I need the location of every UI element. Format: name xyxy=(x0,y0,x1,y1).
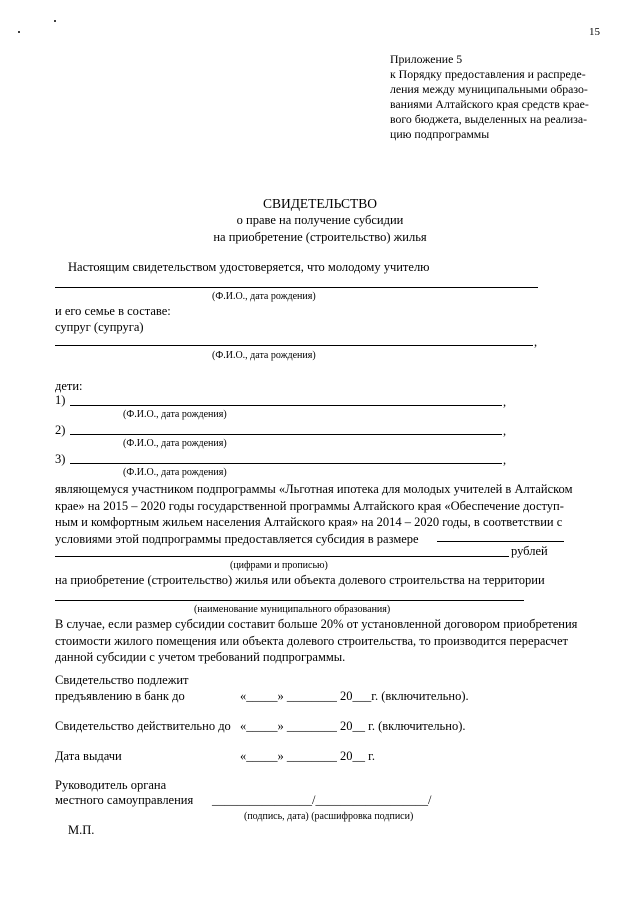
stamp-label: М.П. xyxy=(68,823,95,837)
appendix-line: вого бюджета, выделенных на реализа- xyxy=(390,112,588,126)
recalc-paragraph xyxy=(55,616,600,666)
child-number: 2) xyxy=(55,423,66,437)
bank-label: Свидетельство подлежит xyxy=(55,673,189,687)
comma: , xyxy=(503,395,507,409)
appendix-line: ления между муниципальными образо- xyxy=(390,82,588,96)
appendix-line: цию подпрограммы xyxy=(390,127,490,141)
child-number: 3) xyxy=(55,452,66,466)
spouse-name-line xyxy=(55,345,533,346)
family-intro: и его семье в составе: xyxy=(55,304,171,318)
teacher-name-caption: (Ф.И.О., дата рождения) xyxy=(212,291,316,302)
appendix-line: к Порядку предоставления и распреде- xyxy=(390,67,586,81)
signature-caption: (подпись, дата) (расшифровка подписи) xyxy=(244,811,414,822)
rubles-label: рублей xyxy=(511,544,548,558)
body-line: условиями этой подпрограммы предоставляется субсидия в размере xyxy=(55,531,419,546)
amount-line xyxy=(55,556,509,557)
appendix-block xyxy=(390,52,605,142)
teacher-name-line xyxy=(55,287,538,288)
appendix-line: Приложение 5 xyxy=(390,52,463,66)
child-name-line xyxy=(70,405,502,406)
comma: , xyxy=(534,335,538,349)
valid-date: «_____» ________ 20__ г. (включительно). xyxy=(240,719,466,733)
spouse-label: супруг (супруга) xyxy=(55,320,144,334)
amount-caption: (цифрами и прописью) xyxy=(230,560,328,571)
scan-speck xyxy=(54,20,56,22)
child-number: 1) xyxy=(55,393,66,407)
child-name-line xyxy=(70,434,502,435)
comma: , xyxy=(503,453,507,467)
recalc-line: В случае, если размер субсидии составит больше 20% от установленной договором приобретения xyxy=(55,617,578,631)
spouse-name-caption: (Ф.И.О., дата рождения) xyxy=(212,350,316,361)
children-label: дети: xyxy=(55,379,83,393)
intro-text: Настоящим свидетельством удостоверяется, что молодому учителю xyxy=(68,260,430,274)
body-paragraph xyxy=(55,481,600,547)
recalc-line: стоимости жилого помещения или объекта долевого строительства, то производится перерасчет xyxy=(55,633,568,648)
municipality-line xyxy=(55,600,524,601)
head-label: Руководитель органа xyxy=(55,778,167,792)
valid-label: Свидетельство действительно до xyxy=(55,719,231,733)
appendix-line: ваниями Алтайского края средств крае- xyxy=(390,97,589,111)
bank-label: предъявлению в банк до xyxy=(55,689,185,703)
municipality-caption: (наименование муниципального образования) xyxy=(194,604,391,615)
body-line: крае» на 2015 – 2020 годы государственной программы Алтайского края «Обеспечение доступ- xyxy=(55,498,564,513)
child-name-caption: (Ф.И.О., дата рождения) xyxy=(123,438,227,449)
document-subtitle: на приобретение (строительство) жилья xyxy=(213,230,427,244)
comma: , xyxy=(503,424,507,438)
body-line: ным и комфортным жильем населения Алтайского края» на 2014 – 2020 годы, в соответствии с xyxy=(55,515,563,529)
issue-date: «_____» ________ 20__ г. xyxy=(240,749,375,763)
child-name-caption: (Ф.И.О., дата рождения) xyxy=(123,409,227,420)
page-number: 15 xyxy=(589,26,600,38)
child-name-line xyxy=(70,463,502,464)
signature-line: ________________/__________________/ xyxy=(212,793,432,807)
scan-speck xyxy=(18,31,20,33)
head-label: местного самоуправления xyxy=(55,793,194,807)
child-name-caption: (Ф.И.О., дата рождения) xyxy=(123,467,227,478)
recalc-line: данной субсидии с учетом требований подпрограммы. xyxy=(55,650,346,664)
purpose-text: на приобретение (строительство) жилья или объекта долевого строительства на территории xyxy=(55,573,545,587)
body-line: являющемуся участником подпрограммы «Льготная ипотека для молодых учителей в Алтайском xyxy=(55,482,573,496)
issue-label: Дата выдачи xyxy=(55,749,122,763)
amount-line-short xyxy=(437,541,564,542)
bank-date: «_____» ________ 20___г. (включительно). xyxy=(240,689,469,703)
document-subtitle: о праве на получение субсидии xyxy=(236,213,404,227)
document-title: СВИДЕТЕЛЬСТВО xyxy=(262,196,378,211)
